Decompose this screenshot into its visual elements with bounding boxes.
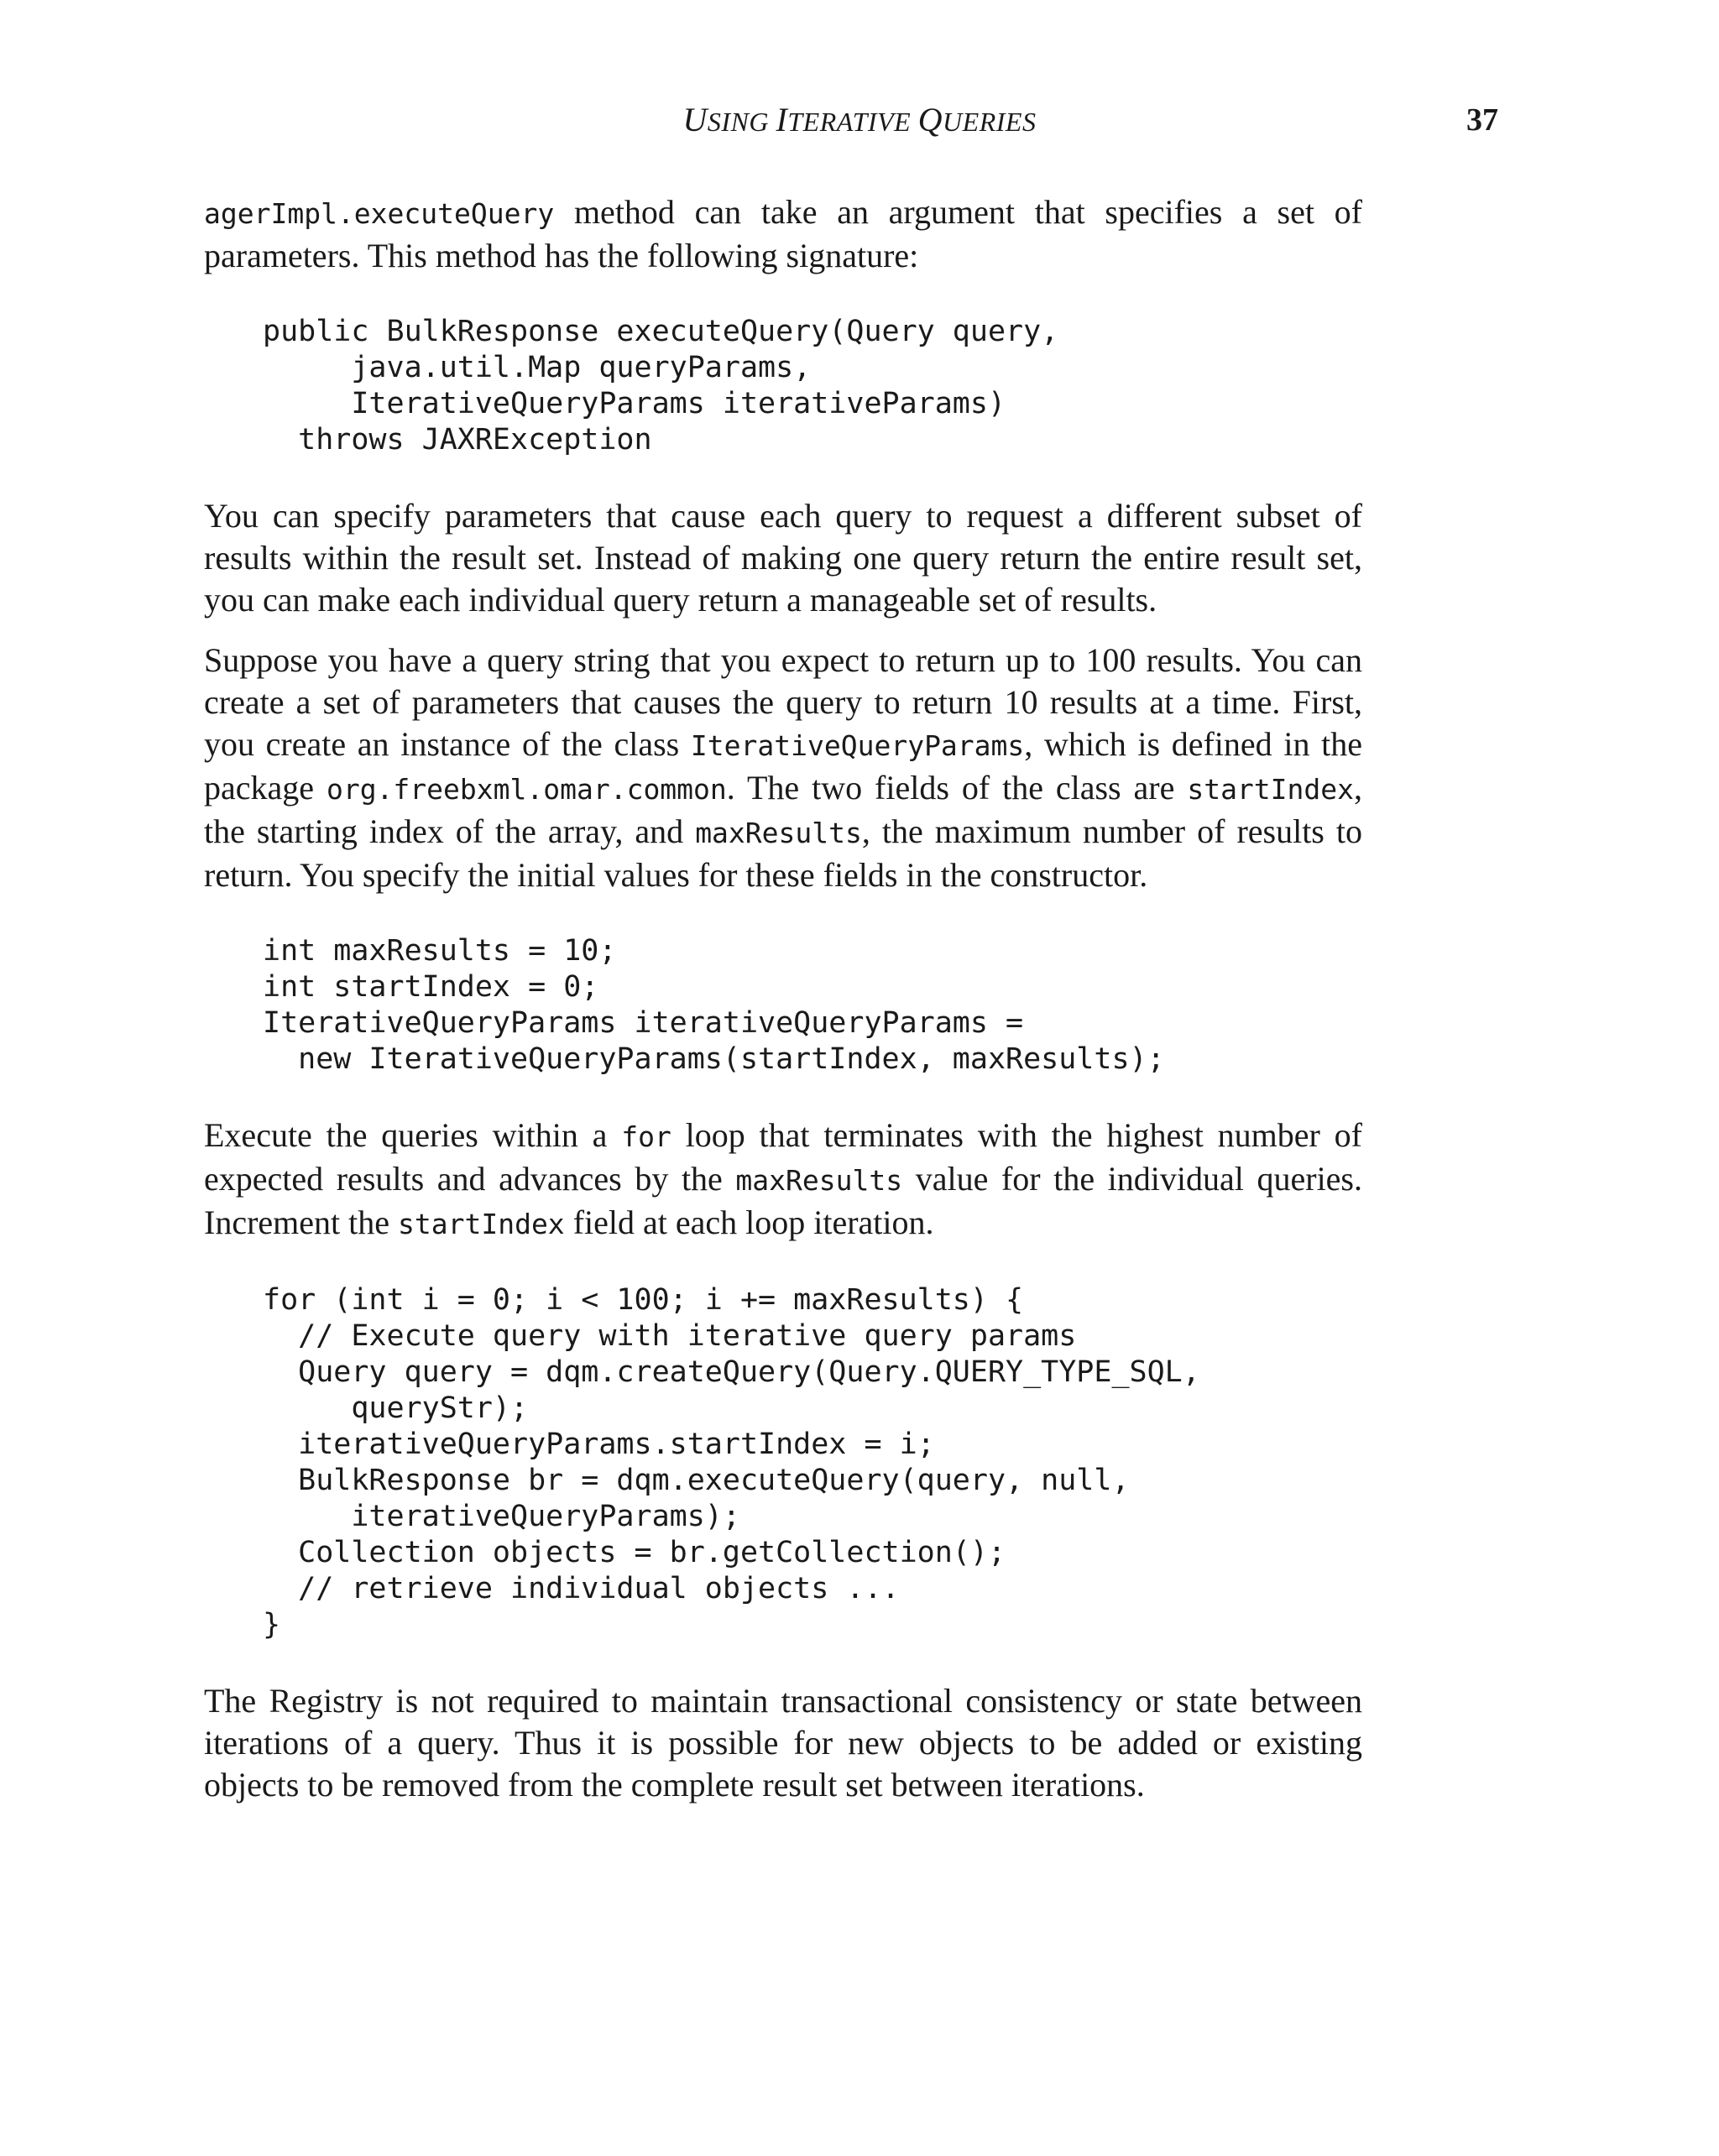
code-line: public BulkResponse executeQuery(Query query, xyxy=(263,315,1059,348)
paragraph-text: , which is defined in the package xyxy=(204,725,1363,807)
paragraph-text: Execute the queries within a xyxy=(204,1116,622,1154)
title-rest: TERATIVE xyxy=(787,107,918,137)
inline-code: startIndex xyxy=(398,1208,565,1240)
paragraph-text: , the starting index of the array, and xyxy=(204,769,1363,850)
code-line: Collection objects = br.getCollection(); xyxy=(263,1536,1006,1569)
paragraph-text: field at each loop iteration. xyxy=(564,1203,934,1241)
code-block-signature xyxy=(204,314,1362,458)
inline-code: startIndex xyxy=(1187,773,1355,806)
inline-code: agerImpl.executeQuery xyxy=(204,197,555,230)
running-header xyxy=(0,99,1719,141)
code-line: Query query = dqm.createQuery(Query.QUERY_TYPE_SQL, xyxy=(263,1355,1200,1389)
code-line: } xyxy=(263,1608,281,1642)
inline-code: maxResults xyxy=(735,1164,903,1197)
code-block-params xyxy=(204,933,1362,1078)
code-line: new IterativeQueryParams(startIndex, maxResults); xyxy=(263,1042,1165,1076)
code-block-loop xyxy=(204,1282,1362,1643)
inline-code: org.freebxml.omar.common xyxy=(326,773,727,806)
paragraph-text: Suppose you have a query string that you expect to return up to 100 results. You can create a set of parameters that causes the query to return 10 results at a time. First, you create an instance of the class xyxy=(204,641,1362,763)
paragraph-intro xyxy=(204,191,1362,277)
page-number: 37 xyxy=(1466,102,1498,138)
paragraph-text: . The two fields of the class are xyxy=(726,769,1188,807)
title-cap: U xyxy=(682,101,708,138)
title-cap: Q xyxy=(917,101,943,138)
paragraph-suppose xyxy=(204,639,1362,896)
code-line: IterativeQueryParams iterativeQueryParams = xyxy=(263,1006,1024,1040)
title-rest: SING xyxy=(707,107,776,137)
code-line: IterativeQueryParams iterativeParams) xyxy=(263,387,1006,420)
code-line: // Execute query with iterative query params xyxy=(263,1319,1077,1353)
paragraph-text: method can take an argument that specifies a set of parameters. This method has the following signature: xyxy=(204,193,1362,274)
code-line: // retrieve individual objects ... xyxy=(263,1572,900,1605)
paragraph-consistency: The Registry is not required to maintain transactional consistency or state between iterations of a query. Thus it is possible for new objects to be added or existing objects to be removed from the complete result set between iterations. xyxy=(204,1682,1362,1804)
page-content xyxy=(204,191,1362,1806)
code-line: queryStr); xyxy=(263,1391,529,1425)
paragraph-text: value for the individual queries. Increment the xyxy=(204,1160,1362,1241)
code-line: iterativeQueryParams.startIndex = i; xyxy=(263,1428,935,1461)
code-line: throws JAXRException xyxy=(263,423,652,457)
title-rest: UERIES xyxy=(943,107,1037,137)
inline-code: maxResults xyxy=(695,817,862,849)
paragraph-subsets: You can specify parameters that cause each query to request a different subset of results within the result set. Instead of making one query return the entire result set, you can make each individual query return a manageable set of results. xyxy=(204,497,1362,619)
title-cap: I xyxy=(776,101,788,138)
inline-code: IterativeQueryParams xyxy=(690,729,1025,762)
code-line: int maxResults = 10; xyxy=(263,934,617,968)
inline-code: for xyxy=(621,1120,671,1153)
code-line: int startIndex = 0; xyxy=(263,970,599,1004)
code-line: for (int i = 0; i < 100; i += maxResults) { xyxy=(263,1283,1024,1317)
code-line: java.util.Map queryParams, xyxy=(263,351,812,384)
paragraph-execute xyxy=(204,1115,1362,1245)
paragraph-text: loop that terminates with the highest number of expected results and advances by the xyxy=(204,1116,1362,1198)
code-line: BulkResponse br = dqm.executeQuery(query, null, xyxy=(263,1464,1130,1497)
paragraph-text: , the maximum number of results to return. You specify the initial values for these fields in the constructor. xyxy=(204,812,1362,894)
running-title xyxy=(0,99,1719,143)
code-line: iterativeQueryParams); xyxy=(263,1500,740,1533)
